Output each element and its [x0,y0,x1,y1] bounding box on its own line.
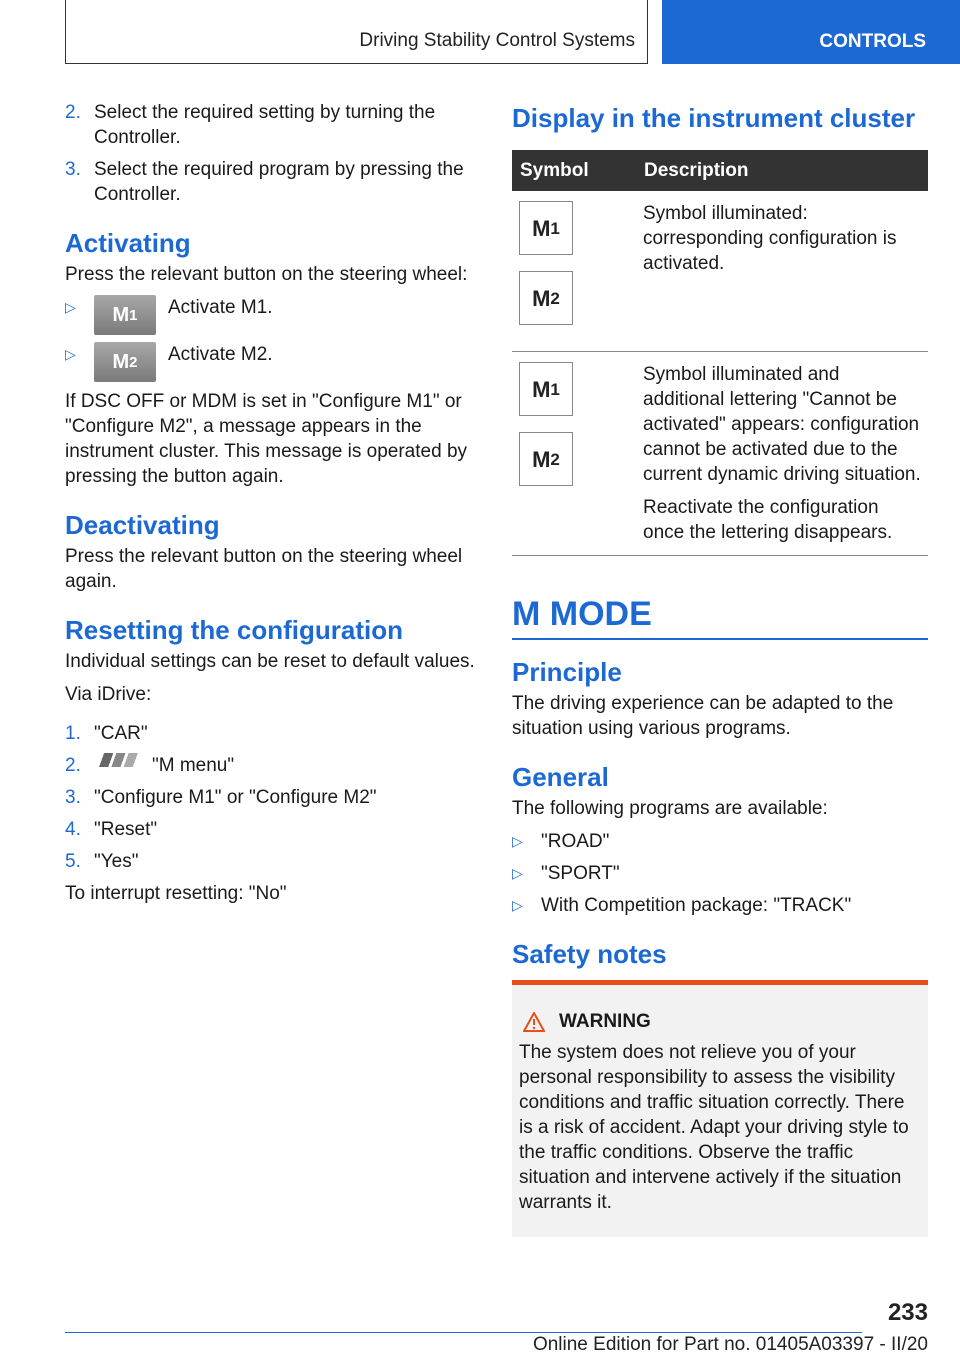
activating-note: If DSC OFF or MDM is set in "Configure M1" or "Configure M2", a message appears in the instrument cluster. This message is operated by pressing the button again. [65,391,468,487]
description-cell: Symbol illuminated and additional lettering "Cannot be activated" appears: configuration cannot be activated due to the current dynamic driving situation. Reactivate the configuration once the lettering disappears. [636,352,928,556]
safety-heading: Safety notes [512,939,667,969]
list-item: 4. "Reset" [65,819,158,840]
symbol-table [512,150,928,556]
interrupt-text: To interrupt resetting: "No" [65,883,287,904]
list-item: 3. "Configure M1" or "Configure M2" [65,787,377,808]
step-number: 2. [65,102,81,123]
principle-text: The driving experience can be adapted to the situation using various programs. [512,693,894,739]
display-heading: Display in the instrument cluster [512,103,916,133]
resetting-heading: Resetting the configuration [65,615,403,645]
right-column [512,100,928,1237]
triangle-bullet-icon: ▷ [65,346,76,362]
via-idrive: Via iDrive: [65,684,152,705]
step-text: Select the required setting by turning the Controller. [94,102,436,148]
activating-heading: Activating [65,228,191,258]
list-item: 2. "M menu" [65,755,235,776]
general-heading: General [512,762,609,792]
m-mode-title: M MODE [512,595,652,633]
deactivating-text: Press the relevant button on the steering wheel again. [65,546,463,592]
col-symbol: Symbol [512,150,636,191]
list-item [65,157,475,207]
m1-button-icon: M 1 [94,295,156,335]
triangle-bullet-icon: ▷ [65,299,76,315]
activate-text: Activate M2. [168,344,273,365]
principle-heading: Principle [512,657,622,687]
activating-intro: Press the relevant button on the steering wheel: [65,264,468,285]
section-title: Driving Stability Control Systems [359,30,635,51]
step-number: 3. [65,159,81,180]
col-description: Description [636,150,928,191]
table-row [512,191,928,352]
description-cell: Symbol illuminated: corresponding configuration is activated. [636,191,928,352]
table-row [512,352,928,556]
warning-title: WARNING [519,1009,921,1034]
m-menu-icon [98,753,144,767]
list-item: ▷ With Competition package: "TRACK" [512,895,852,916]
m1-symbol-icon: M 1 [519,362,573,416]
footer-edition: Online Edition for Part no. 01405A03397 - II/20 [532,1334,928,1355]
m2-symbol-icon: M 2 [519,271,573,325]
triangle-bullet-icon: ▷ [512,865,523,881]
m2-button-icon: M 2 [94,342,156,382]
list-item [65,100,475,150]
list-item [65,295,475,335]
m1-symbol-icon: M 1 [519,201,573,255]
chapter-tab-label: CONTROLS [819,31,926,52]
list-item: 5. "Yes" [65,851,139,872]
triangle-bullet-icon: ▷ [512,833,523,849]
activate-text: Activate M1. [168,297,273,318]
general-text: The following programs are available: [512,798,828,819]
resetting-text: Individual settings can be reset to default values. [65,651,475,672]
warning-text: The system does not relieve you of your personal responsibility to assess the visibility conditions and traffic situation correctly. There is a risk of accident. Adapt your driving style to the traffic conditions. Observe the traffic situation and intervene actively if the situation warrants it. [519,1042,909,1213]
header-section-box [65,0,648,64]
left-column [65,100,475,914]
m2-symbol-icon: M 2 [519,432,573,486]
deactivating-heading: Deactivating [65,510,220,540]
triangle-bullet-icon: ▷ [512,897,523,913]
warning-box [512,980,928,1237]
list-item: ▷ "ROAD" [512,831,610,852]
list-item: 1. "CAR" [65,723,148,744]
list-item [65,342,475,382]
chapter-tab [662,0,960,64]
step-text: Select the required program by pressing the Controller. [94,159,464,205]
title-rule [512,638,928,640]
warning-triangle-icon [523,1012,545,1032]
list-item: ▷ "SPORT" [512,863,620,884]
page-number: 233 [887,1299,928,1326]
